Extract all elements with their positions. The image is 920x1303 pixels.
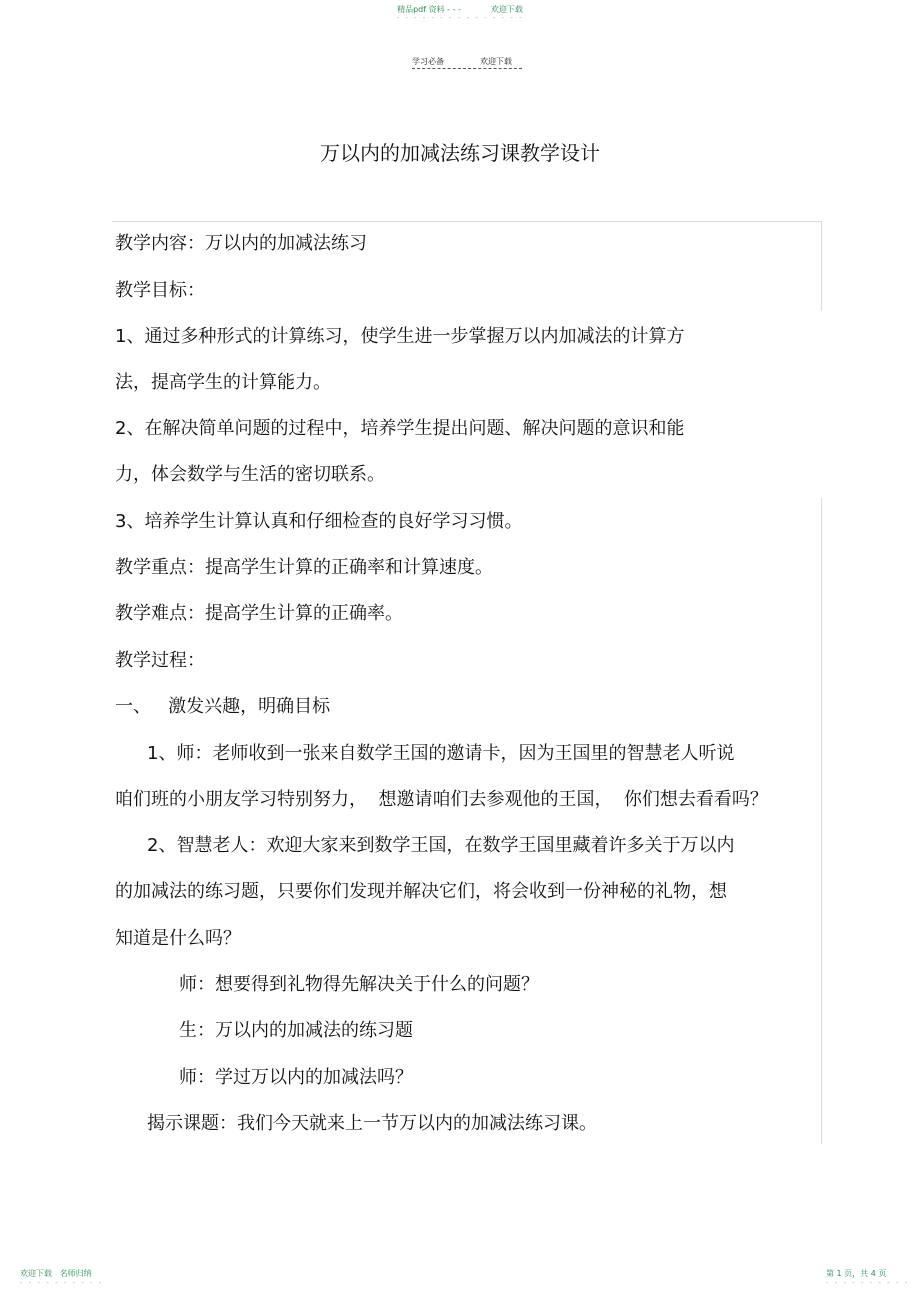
- teaching-content: 教学内容：万以内的加减法练习: [115, 233, 367, 254]
- banner-dots: - - - - - - - - - - - - - - -: [396, 14, 524, 22]
- reveal-topic: 揭示课题：我们今天就来上一节万以内的加减法练习课。: [147, 1113, 597, 1134]
- paragraph-1-line-1: 1、师：老师收到一张来自数学王国的邀请卡，因为王国里的智慧老人听说: [147, 743, 735, 764]
- page-number: 第 1 页，共 4 页: [826, 1269, 887, 1278]
- frame-right-rule-upper: [821, 221, 822, 311]
- teaching-focus: 教学重点：提高学生计算的正确率和计算速度。: [115, 557, 493, 578]
- footer-right-dots: - - - - - - - - - -: [826, 1279, 910, 1287]
- banner-left-text: 精品pdf 资料 - - -: [397, 5, 461, 14]
- footer-left-dots: - - - - - - - - - -: [20, 1279, 104, 1287]
- paragraph-2-line-3: 知道是什么吗？: [115, 928, 241, 949]
- dialogue-teacher-2: 师：学过万以内的加减法吗？: [179, 1067, 413, 1088]
- paragraph-1-line-2: 咱们班的小朋友学习特别努力， 想邀请咱们去参观他的王国， 你们想去看看吗？: [115, 789, 768, 810]
- objective-1-line-1: 1、通过多种形式的计算练习，使学生进一步掌握万以内加减法的计算方: [115, 326, 685, 347]
- objective-1-line-2: 法，提高学生的计算能力。: [115, 372, 331, 393]
- teaching-process-heading: 教学过程：: [115, 650, 205, 671]
- header-left: 学习必备: [412, 57, 444, 66]
- frame-top-rule: [112, 221, 822, 222]
- objective-3: 3、培养学生计算认真和仔细检查的良好学习习惯。: [115, 511, 523, 532]
- frame-right-rule-lower: [821, 498, 822, 1144]
- page-header: [412, 56, 512, 67]
- document-title: 万以内的加减法练习课教学设计: [320, 141, 600, 165]
- teaching-objectives-heading: 教学目标：: [115, 280, 205, 301]
- header-underline: [412, 68, 522, 69]
- header-right: 欢迎下载: [480, 57, 512, 66]
- dialogue-student-1: 生：万以内的加减法的练习题: [179, 1020, 413, 1041]
- section-1-heading: 一、 激发兴趣，明确目标: [115, 696, 331, 717]
- teaching-difficulty: 教学难点：提高学生计算的正确率。: [115, 603, 403, 624]
- objective-2-line-1: 2、在解决简单问题的过程中，培养学生提出问题、解决问题的意识和能: [115, 418, 685, 439]
- dialogue-teacher-1: 师：想要得到礼物得先解决关于什么的问题？: [179, 974, 539, 995]
- paragraph-2-line-2: 的加减法的练习题，只要你们发现并解决它们，将会收到一份神秘的礼物，想: [115, 881, 727, 902]
- footer-left: 欢迎下载 名师归纳: [20, 1269, 92, 1278]
- paragraph-2-line-1: 2、智慧老人：欢迎大家来到数学王国，在数学王国里藏着许多关于万以内: [147, 835, 735, 856]
- banner-right-text: 欢迎下载: [490, 5, 523, 14]
- objective-2-line-2: 力，体会数学与生活的密切联系。: [115, 464, 385, 485]
